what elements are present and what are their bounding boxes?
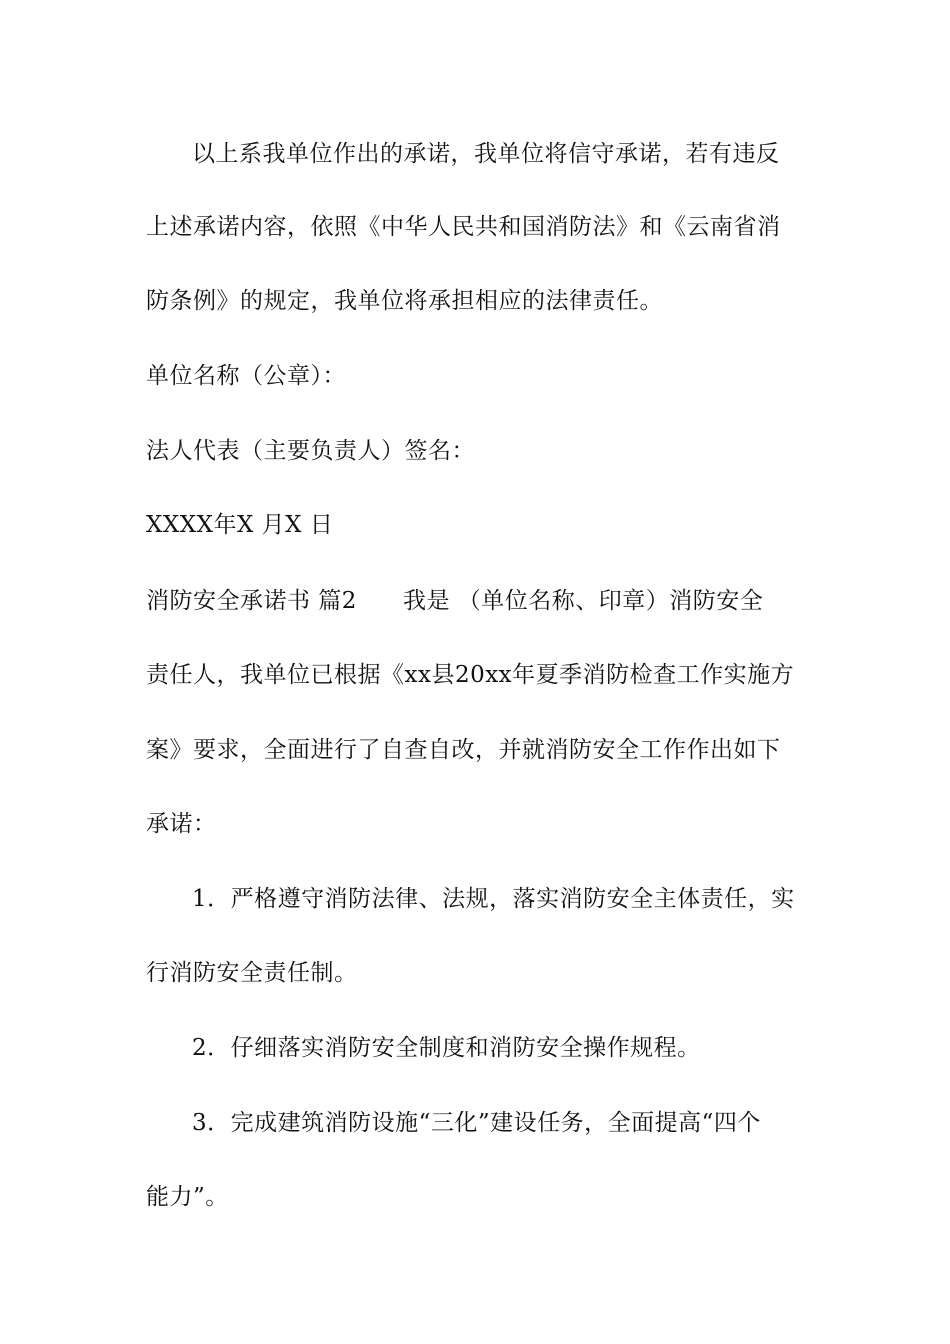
item-3-line-1: 3．完成建筑消防设施“三化”建设任务，全面提高“四个	[192, 1110, 761, 1136]
section-2-line-4: 承诺：	[146, 811, 217, 837]
unit-name-label: 单位名称（公章）：	[146, 363, 346, 389]
paragraph-1-line-1: 以上系我单位作出的承诺，我单位将信守承诺，若有违反	[192, 141, 780, 167]
section-2-line-3: 案》要求，全面进行了自查自改，并就消防安全工作作出如下	[146, 737, 781, 763]
section-2-first-line	[146, 585, 816, 617]
legal-rep-signature-label: 法人代表（主要负责人）签名：	[146, 438, 475, 464]
paragraph-1-line-3: 防条例》的规定，我单位将承担相应的法律责任。	[146, 288, 663, 314]
section-2-line-2: 责任人，我单位已根据《xx县20xx年夏季消防检查工作实施方	[146, 662, 795, 688]
paragraph-1-line-2: 上述承诺内容，依照《中华人民共和国消防法》和《云南省消	[146, 214, 781, 240]
item-1-line-2: 行消防安全责任制。	[146, 960, 358, 986]
section-2-title: 消防安全承诺书 篇2	[146, 588, 357, 614]
section-2-line-1-text: 我是 （单位名称、印章）消防安全	[402, 588, 764, 614]
item-1-line-1: 1．严格遵守消防法律、法规，落实消防安全主体责任，实	[192, 886, 795, 912]
item-3-line-2: 能力”。	[146, 1184, 229, 1210]
date-line: XXXX年X 月X 日	[146, 512, 334, 538]
item-2-line-1: 2．仔细落实消防安全制度和消防安全操作规程。	[192, 1035, 701, 1061]
